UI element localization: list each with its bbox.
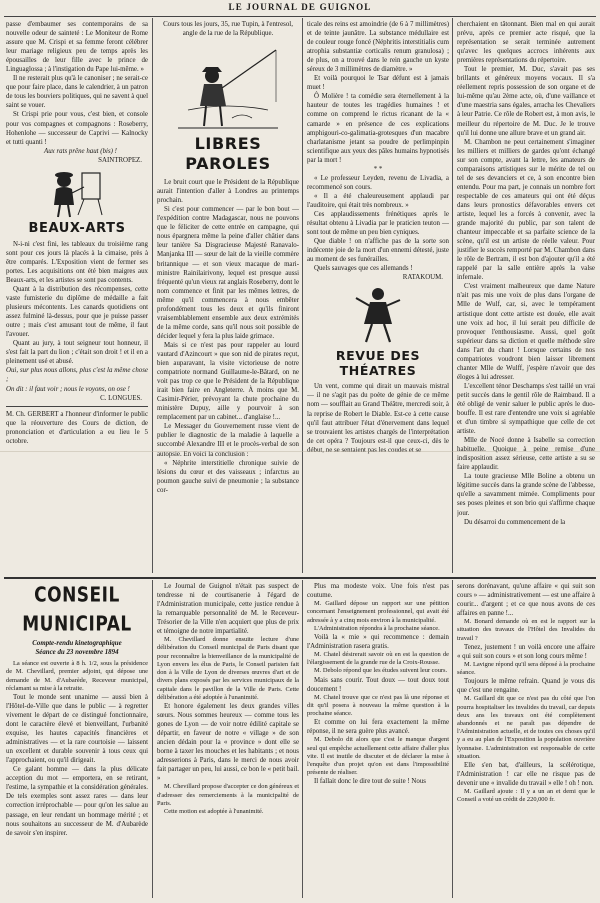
text-paragraph: cherchaient en tâtonnant. Bien mal en qui aurait prévu, après ce premier acte risqué, que la représentation se serait terminée autrement qu'avec les quelques accrocs inhérents aux premières représentations du répertoire. bbox=[457, 21, 595, 65]
column-separator bbox=[452, 580, 453, 898]
text-paragraph: La séance est ouverte à 8 h. 1/2, sous la présidence de M. Chevillard, premier adjoint, qui dépose une demande de M. d'Aubarède, Receveur municipal, réclamant sa mise à la retraite. bbox=[6, 660, 148, 692]
column-separator bbox=[152, 18, 153, 573]
bottom-column-3 bbox=[307, 582, 449, 898]
actor-illustration bbox=[348, 284, 408, 346]
text-paragraph: Toujours le même refrain. Quand je vous dis que c'est une rengaine. bbox=[457, 678, 595, 695]
text-paragraph: Le bruit court que le Président de la République aurait l'intention d'aller à Londres au printemps prochain. bbox=[157, 179, 299, 205]
text-paragraph: Ô Molière ! ta comédie sera éternellement à la hauteur de toutes les tragédies humaines ! et comme on comprend le rictus ricanant de la « camarde » en présence de ces explications amphigouri-co-galimatia-grotesques d'un macabre charlatanisme jetant sa poudre de perlimpinpin scientifique aux yeux des pâles humains hypnotisés par la mort ! bbox=[307, 93, 449, 164]
painter-illustration bbox=[42, 167, 112, 219]
column-separator bbox=[302, 580, 303, 898]
separator-stars: * * bbox=[373, 165, 383, 173]
text-paragraph: « Le professeur Leyden, revenu de Livadia, a recommencé son cours. bbox=[307, 174, 449, 191]
text-paragraph: M. Lavigne répond qu'il sera déposé à la prochaine séance. bbox=[457, 660, 595, 677]
text-paragraph: La toute gracieuse Mlle Boline a obtenu un légitime succès dans la grande scène de l'abbesse, qu'elle a savamment mimée. Compliments pour ses poses pleines et son brio qui s'affirme chaque jour. bbox=[457, 473, 595, 517]
bottom-column-2 bbox=[157, 582, 299, 898]
text-paragraph: « Néphrite interstitielle chronique suivie de lésions du cœur et des vaisseaux ; infarctus au poumon gauche suivi de pneumonie ; la substance cor- bbox=[157, 459, 299, 494]
text-paragraph: Il ne resterait plus qu'à le canoniser ; ne serait-ce que pour faire place, dans le calendrier, à un patron de tous les bouviers politiques, qui ne savent à quel saint se vouer. bbox=[6, 75, 148, 110]
text-paragraph: C'est vraiment malheureux que dame Nature n'ait pas mis une voix de plus dans l'organe de Mlle de Wulf, car, si, avec le tempérament artistique dont cette artiste est douée, elle avait une voix ad hoc, il lui serait peu difficile de provoquer l'enthousiasme. Aussi, quel goût supérieur dans sa diction et quelle méthode sûre dans l'art du chant ! Lorsque certains de nos compatriotes voudront bien laisser librement chanter Mlle de Wulff, j'espère n'avoir que des éloges à lui adresser. bbox=[457, 283, 595, 381]
text-paragraph: Cette motion est adoptée à l'unanimité. bbox=[164, 807, 264, 815]
text-paragraph: serons dorénavant, qu'une affaire « qui suit son cours » — administrativement — est une affaire à courir... d'argent ; et ce que nous avons de ces affaires en panne !... bbox=[457, 583, 595, 618]
divider bbox=[6, 406, 148, 407]
subtitle: Compte-rendu kinetographique bbox=[32, 640, 122, 647]
text-paragraph: Elle s'en bat, d'ailleurs, la scélérotique, l'Administration ! car elle ne risque pas de devenir une « invalide du travail » elle ! oh ! non. bbox=[457, 762, 595, 788]
column-2 bbox=[157, 20, 299, 575]
column-4 bbox=[457, 20, 595, 575]
text-paragraph: ticale des reins est amoindrie (de 6 à 7 millimètres) et de teinte jaunâtre. La substance médullaire est de couleur rouge foncé (Néphritis interstitialis cum atrophia substantiæ corticalis renum granulosa) ; de plus, on a trouvé dans le rein gauche un kyste séreux de 3 millimètres de diamètre. » bbox=[307, 21, 449, 74]
text-paragraph: M. Gaillard dit que ce n'est pas du côté que l'on pourra hospitaliser les invalides du travail, car depuis deux ans les travaux ont été complètement abandonnés et ne paraît pas dépendre de l'Administration actuelle, et de toutes ces choses qu'il y a eu au plan de l'Exposition la population ouvrière lyonnaise. L'administration est responsable de cette situation. bbox=[457, 695, 595, 760]
text-paragraph: St Crispi prie pour vous, c'est bien, et console pour vos compagnes et compagnons : Roseberry, Hohenlohe — successeur de Caprivi — Kalnocky et tutti quanti ! bbox=[6, 111, 148, 146]
verse-line: On dit : il faut voir ; nous le voyons, on ose ! bbox=[6, 385, 130, 393]
signature: SAINTROPEZ. bbox=[98, 156, 142, 164]
text-paragraph: Tenez, justement ! un voilà encore une affaire « qui suit son cours » et son long cours même ! bbox=[457, 643, 595, 660]
text-paragraph: passe d'embaumer ses contemporains de sa nouvelle odeur de sainteté : Le Moniteur de Rome assure que M. Crispi et sa femme feront célébrer leur mariage religieux peu de temps après les épousailles de leur fille avec le prince de Linguaglossa ; à l'instigation du Pape lui-même. » bbox=[6, 21, 148, 74]
section-title-revue-theatres: REVUE DES THÉATRES bbox=[335, 348, 421, 379]
text-paragraph: Tout le premier, M. Duc, s'avait pas ses brillants et généreux moyens vocaux. Il s'a réellement repris possession de son organe et de lui-même qu'au 2ème acte, où, d'une vaillance et d'une maestria sans égales, arracha les Chevaliers à leur Patrie. Ce rôle de Robert est, à mon avis, le meilleur du répertoire de M. Duc. Je le trouve qu'il lui donne une allure brave et un grand air. bbox=[457, 66, 595, 137]
text-paragraph: Voilà la « mie » qui recommence : demain l'Administration rasera gratis. bbox=[307, 633, 449, 650]
text-paragraph: Aux rats prêne haut (bis) ! bbox=[44, 147, 117, 155]
column-3 bbox=[307, 20, 449, 575]
text-paragraph: M. Bonard demande où en est le rapport sur la situation des travaux de l'Hôtel des Invalides du travail ? bbox=[457, 618, 595, 642]
text-paragraph: L'Administration répondra à la prochaine séance. bbox=[314, 624, 440, 632]
text-paragraph: M. Chambon ne peut certainement s'imaginer les milliers et milliers de gardes qu'ont échangé sur son compte, avant la lettre, les amateurs de comparaisons artistiques sur le mérite de tel ou tel de ses devanciers et ce, à son encontre bien entendu. Pour ma part, je connais un nombre fort respectable de ces amateurs qui ont été déçus dans leurs pronostics défavorables envers cet artiste, lequel les a forcés à convenir, avec la grande majorité du public, par son talent de chanteur impeccable et sa parfaite science de la scène, qu'il est un artiste de réelle valeur. Pour justifier le succès remporté par M. Chambon dans le rôle de Bertram, il est bon d'ajouter qu'il a été rappelé par la salle entière après la valse infernale. bbox=[457, 138, 595, 282]
text-paragraph: M. Chevillard propose d'accepter ce don généreux et d'adresser des remerciements à la municipalité de Paris. bbox=[157, 783, 299, 807]
signature: C. LONGUES. bbox=[100, 394, 142, 402]
masthead: LE JOURNAL DE GUIGNOL bbox=[228, 2, 372, 12]
signature: RATAKOUM. bbox=[402, 274, 443, 282]
session-date: Séance du 23 novembre 1894 bbox=[35, 649, 119, 657]
top-rule bbox=[4, 16, 596, 17]
text-paragraph: Tout le monde sent unanime — aussi bien à l'Hôtel-de-Ville que dans le public — à regretter vivement le départ de ce distingué fonctionnaire, dont le caractère élevé et bienveillant, l'urbanité exquise, les hautes capacités financières et administratives — et la rare courtoisie — laissent un excellent et durable souvenir à tous ceux qui l'approchaient, ou qu'il dirigeait. bbox=[6, 693, 148, 765]
text-paragraph: Un vent, comme qui dirait un mauvais mistral — il ne s'agit pas du poète de génie de ce même nom — soufflait au Grand Théâtre, mercredi soir, à la reprise de Robert le Diable. Est-ce à cette cause qu'il faut attribuer l'état d'énervement dans lequel se trouvaient les artistes chargés de l'interprétation de cet opéra ? Toujours est-il que ceux-ci, dès le début, ne se sentaient pas les coudes et se bbox=[307, 383, 449, 454]
text-paragraph: Le Messager du Gouvernement russe vient de publier le diagnostic de la maladie à laquelle a succombé Alexandre III et le procès-verbal de son autopsie. En voici la conclusion : bbox=[157, 423, 299, 458]
section-title-conseil-municipal: CONSEIL MUNICIPAL bbox=[22, 583, 132, 637]
text-paragraph: Ce galant homme — dans la plus délicate acception du mot — emportera, en se retirant, l'estime, la sympathie et la considération générales. De tels exemples sont assez rares — dans leur correction irréprochable — pour qu'on les salue au passage, en leur rendant un hommage mérité ; et nous souhaitons au successeur de M. d'Aubarède de savoir s'en inspirer. bbox=[6, 766, 148, 837]
section-title-libres-paroles: LIBRES PAROLES bbox=[185, 134, 271, 174]
text-paragraph: Quels sauvages que ces allemands ! bbox=[314, 265, 413, 273]
text-paragraph: Mais sans courir. Tout doux — tout doux tout doucement ! bbox=[307, 676, 449, 693]
text-paragraph: Que diable ! on n'affiche pas de la sorte son indécente joie de la mort d'un ennemi détesté, juste au moment de ses funérailles. bbox=[307, 238, 449, 264]
text-paragraph: M. Gaillard dépose un rapport sur une pétition concernant l'enseignement professionnel, qui avait été adressée à y a cinq mois environ à la municipalité. bbox=[307, 600, 449, 624]
fisherman-illustration bbox=[168, 40, 288, 132]
bottom-column-1 bbox=[6, 582, 148, 898]
text-paragraph: Quant au jury, à tout seigneur tout honneur, il s'est fait la part du lion ; c'était son droit ! et il en a pleinement usé et abusé. bbox=[6, 340, 148, 366]
text-paragraph: Et voilà pourquoi le Tsar défunt est à jamais muet ! bbox=[307, 75, 449, 92]
text-paragraph: L'excellent ténor Deschamps s'est taillé un vrai petit succès dans le gentil rôle de Raimbaud. Il a été obligé de venir saluer le public après le duo-bouffe. Il est rare d'entendre une voix si agréable et d'un timbre si sympathique que celle de cet artiste. bbox=[457, 382, 595, 436]
verse-line: Oui, sur plus nous allons, plus c'est la même chose ; bbox=[6, 367, 148, 384]
paper-fold bbox=[0, 451, 600, 452]
text-paragraph: Cours tous les jours, 35, rue Tupin, à l'entresol, angle de la rue de la République. bbox=[163, 21, 293, 38]
text-paragraph: M. Debolo répond que les études suivent leur cours. bbox=[314, 667, 448, 675]
text-paragraph: Du désarroi du commencement de la bbox=[464, 518, 566, 526]
section-title-beaux-arts: BEAUX-ARTS bbox=[28, 220, 126, 236]
column-separator bbox=[452, 18, 453, 573]
text-paragraph: « Il a été chaleureusement applaudi par l'auditoire, qui était très nombreux. » bbox=[307, 192, 449, 209]
text-paragraph: N-i-ni c'est fini, les tableaux du troisième rang sont pour ces jours là placés à la cimaise, près à être comparés. L'Exposition vient de fermer ses portes. Les acquisitions ont été bien maigres aux Beaux-arts, et les artistes se sont pas contents. bbox=[6, 240, 148, 284]
text-paragraph: Si c'est pour commencer — par le bon bout — l'expédition contre Madagascar, nous ne pouvons que le féliciter de cette entrée en campagne, qui nous épargnera même la peine d'aller châtier dans leur tanière Sa Disgracieuse Majesté Ranavalo-Manjanka III — sœur de lait de la vieille commère britannique — et son vieux macaque de mari-ministre Rainilairivony, lequel est presque aussi fréquenté qu'un vieux rat anglais Roseberry, dont le nom commence et finit par les mêmes lettres, de même qu'il commencera à nous embêter profondément tous les deux et qu'ils finiront vraisemblablement ensemble aux deux extrémités de la même corde, sans qu'il nous soit possible de décider lequel y fera la plus laide grimace. bbox=[157, 206, 299, 340]
text-paragraph: Plus ma modeste voix. Une fois n'est pas coutume. bbox=[307, 583, 449, 600]
text-paragraph: Mlle de Nocé donne à Isabelle sa correction habituelle. Quoique à peine remise d'une indisposition assez sérieuse, cette artiste a su se faire applaudir. bbox=[457, 437, 595, 472]
text-paragraph: M. Chatel trouve que ce n'est pas là une réponse et dit qu'il posera à nouveau la même question à la prochaine séance. bbox=[307, 693, 449, 718]
text-paragraph: M. Debolo dit alors que c'est le manque d'argent seul qui empêche actuellement cette affaire d'aller plus vite. Il est inutile de discuter et de déclarer la mise à l'enquête d'un projet qu'on est dans l'impossibilité présente de réaliser. bbox=[307, 736, 449, 777]
text-paragraph: Et comme on lui fera exactement la même réponse, il ne sera guère plus avancé. bbox=[307, 719, 449, 736]
notice: M. Ch. GERBERT a l'honneur d'informer le public que la réouverture des Cours de diction, de prononciation et d'articulation a eu lieu le 5 octobre. bbox=[6, 410, 148, 445]
text-paragraph: Quant à la distribution des récompenses, cette vaste fumisterie du diplôme de médaille a fait plusieurs mécontents. Les canards quotidiens ont assez fulminé là-dessus, pour que je puisse passer outre ; mais c'est amusant tout de même, il faut l'avouer. bbox=[6, 285, 148, 339]
text-paragraph: Ces applaudissements frénétiques après le résultat obtenu à Livadia par le praticien teuton — sont tout de même un peu bien cyniques. bbox=[307, 210, 449, 237]
text-paragraph: Le Journal de Guignol n'était pas suspect de tendresse ni de courtisanerie à l'égard de l'Administration municipale, cette justice rendue à la remarquable personnalité de M. le Receveur-Trésorier de la Ville n'en acquiert que plus de prix et témoigne de notre impartialité. bbox=[157, 583, 299, 636]
column-1 bbox=[6, 20, 148, 575]
text-paragraph: M. Chatel désirerait savoir où en est la question de l'élargissement de la grande rue de la Croix-Rousse. bbox=[307, 651, 449, 667]
column-separator bbox=[152, 580, 153, 898]
text-paragraph: Mais si ce n'est pas pour rappeler au lourd vautard d'Azincourt » que son nid de pirates reçut, bien auparavant, la visite victorieuse de notre compatriote normand Guillaume-le-Bâtard, on ne voit pas trop ce que le Président de la République irait bien faire en Angleterre. À moins que M. Casimir-Périer, prévoyant la chute prochaine du ministère Dupuy, aille y pourvoir à son remplacement par un cabinet... d'anglaise !... bbox=[157, 341, 299, 422]
text-paragraph: M. Chevillard donne ensuite lecture d'une délibération du Conseil municipal de Paris disant que pour reconnaître la bienveillance de la municipalité de Lyon envers les élus de Paris, le Conseil parisien fait don à la Ville de Lyon de diverses œuvres d'art et de divers plans exposés par les services municipaux de la capitale dans le pavillon de la Ville de Paris. Cette délibération a été adoptée à l'unanimité. bbox=[157, 636, 299, 701]
column-separator bbox=[302, 18, 303, 573]
text-paragraph: Il fallait donc le dire tout de suite ! Nous bbox=[314, 778, 426, 786]
bottom-column-4 bbox=[457, 582, 595, 898]
text-paragraph: Et honore également les deux grandes villes sœurs. Nous sommes heureux — comme tous les gones de Lyon — de voir notre édilité capitale se départir, en faveur de notre « village » de son ancien dédain pour la « province » dont elle se borne à taxer les mouches et les habitants ; et nous adresserions à Paris, dans le merci de nous avoir fait partager un peu, lui aussi, ce bon le « petit bail. » bbox=[157, 702, 299, 783]
section-divider bbox=[4, 577, 596, 579]
text-paragraph: M. Gaillard ajoute : Il y a un an et demi que le Conseil a voté un crédit de 220,000 fr. bbox=[457, 788, 595, 804]
